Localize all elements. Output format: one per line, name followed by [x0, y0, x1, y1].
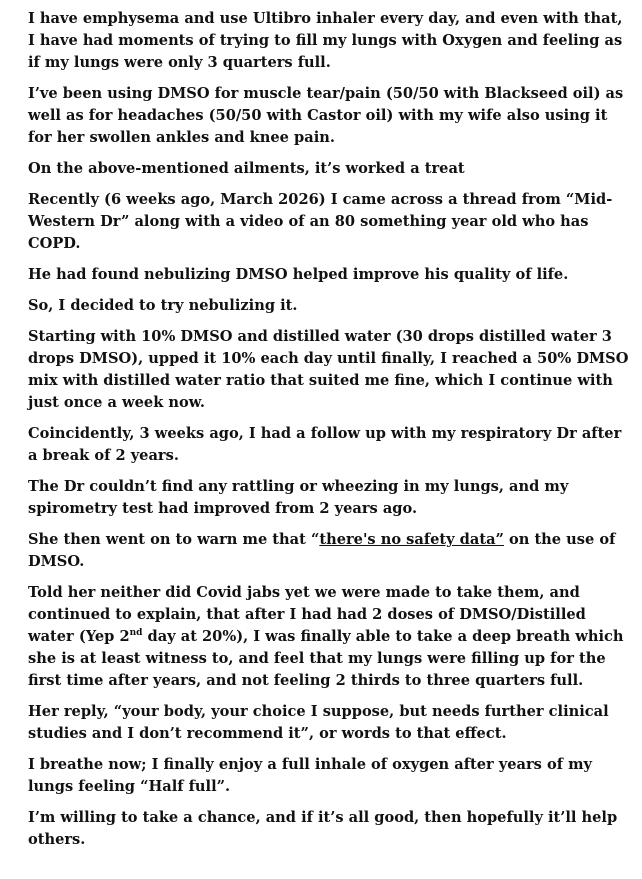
document-body	[28, 8, 632, 860]
paragraph-follow-up: Coincidently, 3 weeks ago, I had a follow up with my respiratory Dr after a break of 2 years.	[28, 425, 622, 464]
safety-warning-before: She then went on to warn me that “	[28, 531, 320, 548]
paragraph-worked-a-treat: On the above-mentioned ailments, it’s worked a treat	[28, 160, 465, 177]
paragraph-covid-jabs	[28, 582, 632, 692]
paragraph-take-a-chance: I’m willing to take a chance, and if it’s all good, then hopefully it’ll help others.	[28, 809, 618, 848]
paragraph-dmso-uses: I’ve been using DMSO for muscle tear/pain (50/50 with Blackseed oil) as well as for headaches (50/50 with Castor oil) with my wife also using it for her swollen ankles and knee pain.	[28, 85, 624, 146]
covid-text-after: day at 20%), I was finally able to take a deep breath which she is at least witness to, and feel that my lungs were filling up for the first time after years, and not feeling 2 thirds to three quarters full.	[28, 628, 624, 689]
paragraph-nebulizing-helped: He had found nebulizing DMSO helped improve his quality of life.	[28, 266, 569, 283]
paragraph-starting-dose: Starting with 10% DMSO and distilled water (30 drops distilled water 3 drops DMSO), upped it 10% each day until finally, I reached a 50% DMSO mix with distilled water ratio that suited me fine, which I continue with just once a week now.	[28, 328, 629, 411]
covid-text-before: Told her neither did Covid jabs yet we were made to take them, and continued to explain, that after I had had 2 doses of DMSO/Distilled water (Yep 2	[28, 584, 586, 645]
paragraph-spirometry: The Dr couldn’t find any rattling or wheezing in my lungs, and my spirometry test had improved from 2 years ago.	[28, 478, 569, 517]
ordinal-suffix: nd	[129, 628, 143, 639]
paragraph-breathe-now: I breathe now; I finally enjoy a full inhale of oxygen after years of my lungs feeling “Half full”.	[28, 756, 592, 795]
paragraph-emphysema: I have emphysema and use Ultibro inhaler every day, and even with that, I have had moments of trying to fill my lungs with Oxygen and feeling as if my lungs were only 3 quarters full.	[28, 10, 623, 71]
paragraph-recently: Recently (6 weeks ago, March 2026) I came across a thread from “Mid-Western Dr” along with a video of an 80 something year old who has COPD.	[28, 191, 613, 252]
safety-data-quote: there's no safety data”	[319, 531, 504, 548]
safety-warning-after: on the use of DMSO.	[28, 531, 616, 570]
paragraph-safety-warning	[28, 529, 632, 573]
paragraph-decided: So, I decided to try nebulizing it.	[28, 297, 298, 314]
paragraph-her-reply: Her reply, “your body, your choice I suppose, but needs further clinical studies and I don’t recommend it”, or words to that effect.	[28, 703, 609, 742]
